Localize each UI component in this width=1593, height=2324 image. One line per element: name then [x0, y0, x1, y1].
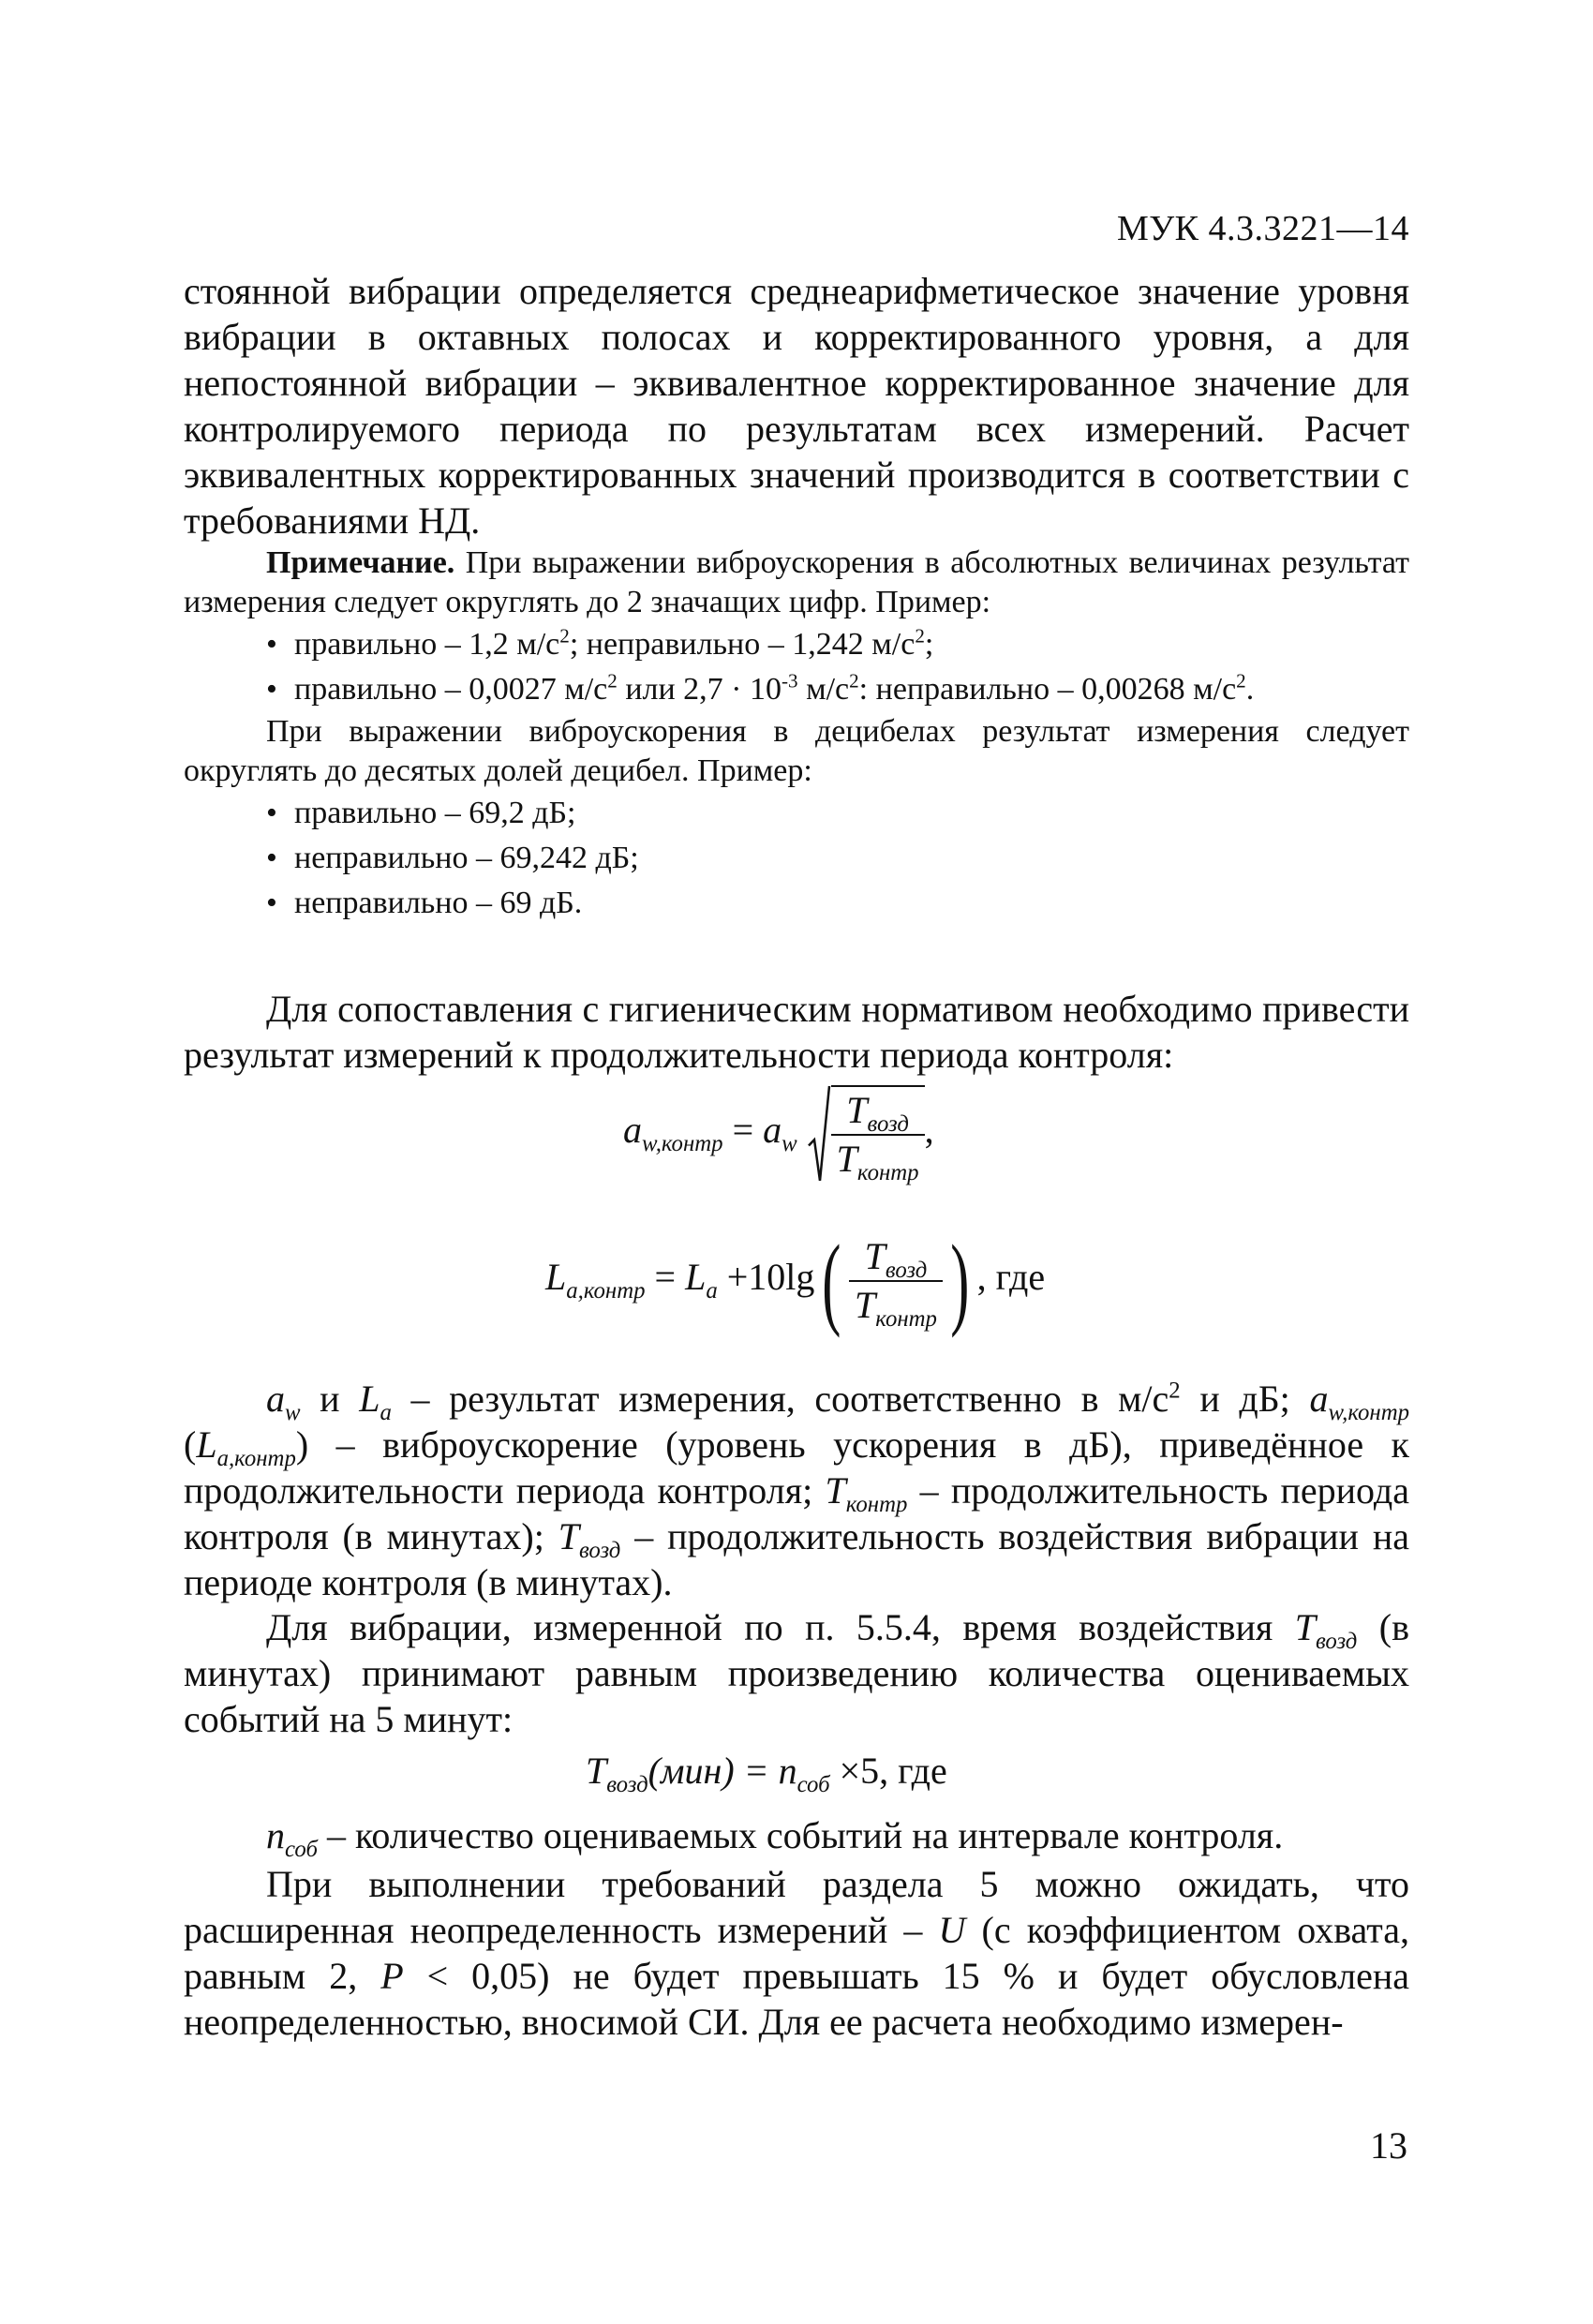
square-root	[807, 1085, 925, 1183]
note-bullet-3: • правильно – 69,2 дБ;	[266, 791, 1409, 836]
paragraph-4	[184, 1604, 1409, 1742]
paragraph-text: стоянной вибрации определяется среднеарифметическое значение уровня вибрации в октавных полосах и корректированного уровня, а для непостоянной вибрации – эквивалентное корректированное значение для контролируемого периода по результатам всех измерений. Расчет эквивалентных корректированных значений производится в соответствии с требованиями НД.	[184, 270, 1409, 542]
formula-exposure-time: $T_{возд}(мин) = n_{соб} \times 5$, где	[586, 1750, 947, 1797]
note-bullet-1: • правильно – 1,2 $м/с^2$; неправильно – 1,242 $м/с^2$;	[266, 622, 1409, 667]
bullet-icon: •	[266, 886, 277, 920]
paragraph-text: Для сопоставления с гигиеническим нормативом необходимо привести результат измерений к продолжительности периода контроля:	[184, 988, 1409, 1076]
fraction: $\frac{T_{возд}}{T_{контр}}$	[831, 1087, 925, 1183]
paragraph-3	[184, 1376, 1409, 1605]
note-bullet-2: • правильно – 0,0027 $м/с^2$ или $2,7 \cdot 10^{-3}$ $м/с^2$: неправильно – 0,00268 $м/с^2$.	[266, 667, 1409, 712]
document-header: МУК 4.3.3221—14	[1116, 209, 1409, 248]
note-paragraph-2: При выражении виброускорения в децибелах результат измерения следует округлять до десятых долей децибел. Пример:	[184, 714, 1409, 788]
bullet-icon: •	[266, 672, 277, 707]
bullet-icon: •	[266, 841, 277, 875]
formula-acceleration: $a_{w,контр} = a_w$ $\frac{T_{возд}}{T_{контр}}$ ,	[623, 1085, 934, 1183]
paragraph-text: $n_{соб}$ – количество оцениваемых событий на интервале контроля.	[266, 1814, 1284, 1862]
paragraph-text: $a_w$ и $L_a$ – результат измерения, соответственно в $м/с^2$ и дБ; $a_{w,контр}$ $(L_{a,контр})$ – виброускорение (уровень ускорения в дБ), приведённое к продолжительности периода контроля; $T_{контр}$ – продолжительность периода контроля (в минутах); $T_{возд}$ – продолжительность воздействия вибрации на периоде контроля (в минутах).	[184, 1378, 1409, 1603]
note-label: Примечание.	[266, 545, 455, 580]
paragraph-2	[184, 986, 1409, 1078]
formula-level: $L_{a,контр} = L_a +10\lg$( $\frac{T_{возд}}{T_{контр}}$ ) , где	[545, 1224, 1046, 1338]
paragraph-6	[184, 1861, 1409, 2045]
paragraph-text: Для вибрации, измеренной по п. 5.5.4, время воздействия $T_{возд}$ (в минутах) принимают равным произведению количества оцениваемых событий на 5 минут:	[184, 1606, 1409, 1740]
note-bullet-5: • неправильно – 69 дБ.	[266, 881, 1409, 926]
fraction: $\frac{T_{возд}}{T_{контр}}$	[849, 1233, 943, 1329]
bullet-icon: •	[266, 627, 277, 662]
note-paragraph	[184, 544, 1409, 622]
left-paren-icon: (	[822, 1224, 841, 1338]
right-paren-icon: )	[950, 1224, 970, 1338]
bullet-icon: •	[266, 796, 277, 830]
paragraph-5	[184, 1812, 1409, 1862]
paragraph-1	[184, 268, 1409, 544]
note-bullet-4: • неправильно – 69,242 дБ;	[266, 836, 1409, 881]
radical-icon	[807, 1085, 831, 1183]
note-block	[184, 544, 1409, 926]
paragraph-text: При выполнении требований раздела 5 можно ожидать, что расширенная неопределенность измерений – U (с коэффициентом охвата, равным 2, P < 0,05) не будет превышать 15 % и будет обусловлена неопределенностью, вносимой СИ. Для ее расчета необходимо измерен-	[184, 1863, 1410, 2043]
note-text: При выражении виброускорения в абсолютных величинах результат измерения следует округлять до 2 значащих цифр. Пример:	[184, 545, 1409, 619]
page-number: 13	[1370, 2124, 1407, 2167]
